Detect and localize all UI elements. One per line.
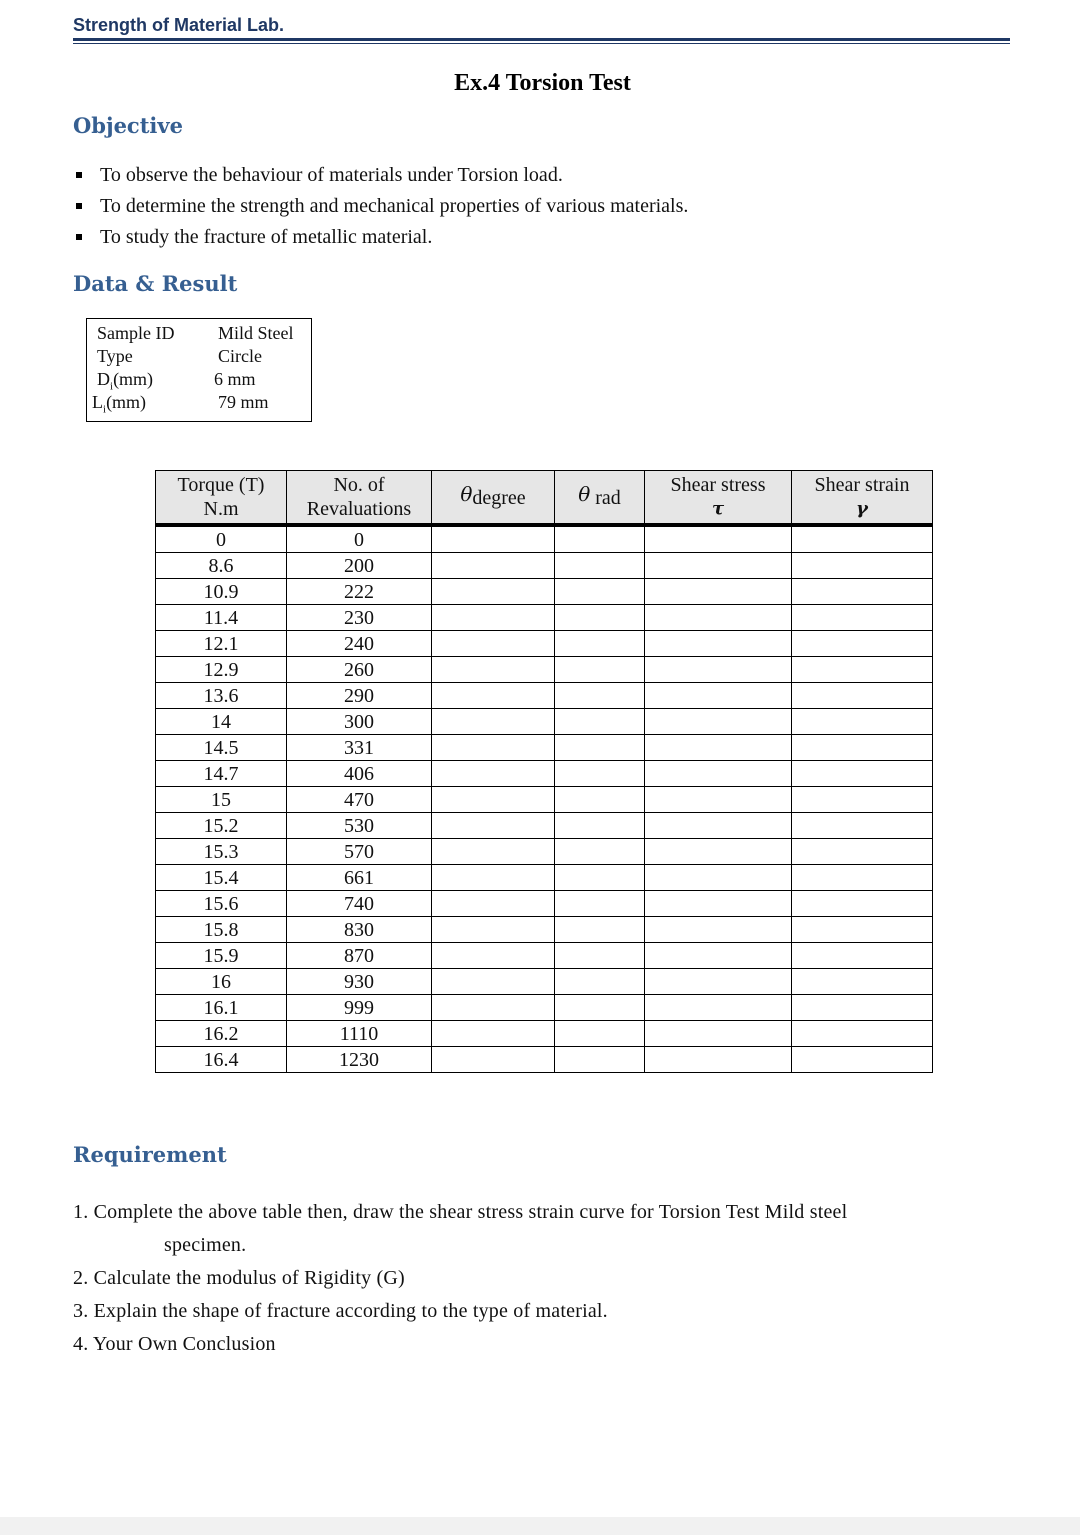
sample-info-box (86, 318, 312, 422)
theta-degree-cell (432, 865, 555, 891)
revolutions-cell: 740 (287, 891, 432, 917)
theta-degree-cell (432, 917, 555, 943)
shear-stress-cell (645, 579, 792, 605)
shear-stress-cell (645, 995, 792, 1021)
theta-rad-cell (555, 631, 645, 657)
page-header-title: Strength of Material Lab. (73, 15, 285, 35)
header-shear-stress: Shear stress τ (645, 471, 792, 526)
shear-stress-cell (645, 1021, 792, 1047)
theta-degree-cell (432, 579, 555, 605)
shear-strain-cell (792, 813, 933, 839)
theta-degree-cell (432, 761, 555, 787)
diameter-value: 6 mm (214, 369, 256, 389)
shear-stress-cell (645, 787, 792, 813)
table-row (156, 525, 933, 553)
shear-stress-cell (645, 553, 792, 579)
shear-stress-cell (645, 969, 792, 995)
theta-degree-cell (432, 969, 555, 995)
table-row (156, 735, 933, 761)
shear-strain-cell (792, 683, 933, 709)
table-row (156, 761, 933, 787)
objective-heading: Objective (73, 113, 183, 138)
revolutions-cell: 470 (287, 787, 432, 813)
diameter-label: $D_i(mm)$ (97, 369, 154, 393)
revolutions-cell: 406 (287, 761, 432, 787)
type-value: Circle (218, 346, 262, 366)
torque-cell: 8.6 (156, 553, 287, 579)
header-theta-rad: θ rad (555, 471, 645, 526)
table-row (156, 839, 933, 865)
table-row (156, 995, 933, 1021)
shear-stress-cell (645, 605, 792, 631)
header-rule (73, 38, 1010, 41)
torque-cell: 16.1 (156, 995, 287, 1021)
revolutions-cell: 830 (287, 917, 432, 943)
document-title: Ex.4 Torsion Test (454, 70, 631, 96)
revolutions-cell: 1230 (287, 1047, 432, 1073)
torque-cell: 15.9 (156, 943, 287, 969)
revolutions-cell: 530 (287, 813, 432, 839)
revolutions-cell: 570 (287, 839, 432, 865)
revolutions-cell: 930 (287, 969, 432, 995)
shear-stress-cell (645, 1047, 792, 1073)
table-row (156, 579, 933, 605)
shear-strain-cell (792, 995, 933, 1021)
theta-degree-cell (432, 1047, 555, 1073)
sample-id-value: Mild Steel (218, 323, 294, 343)
shear-strain-cell (792, 943, 933, 969)
shear-strain-cell (792, 525, 933, 553)
requirement-item-continuation: specimen. (164, 1234, 247, 1256)
shear-strain-cell (792, 969, 933, 995)
header-revolutions: No. of Revaluations (287, 471, 432, 526)
shear-strain-cell (792, 631, 933, 657)
table-row (156, 917, 933, 943)
revolutions-cell: 999 (287, 995, 432, 1021)
requirement-item: 2. Calculate the modulus of Rigidity (G) (73, 1267, 405, 1289)
shear-stress-cell (645, 735, 792, 761)
length-value: 79 mm (218, 392, 269, 412)
torque-cell: 15.6 (156, 891, 287, 917)
table-row (156, 683, 933, 709)
theta-rad-cell (555, 657, 645, 683)
header-rule-thin (73, 43, 1010, 44)
torque-cell: 15.8 (156, 917, 287, 943)
objective-item: To study the fracture of metallic material. (73, 223, 688, 254)
table-row (156, 787, 933, 813)
theta-rad-cell (555, 917, 645, 943)
theta-rad-cell (555, 839, 645, 865)
theta-rad-cell (555, 605, 645, 631)
page-bottom-band (0, 1517, 1080, 1535)
table-row (156, 969, 933, 995)
theta-rad-cell (555, 579, 645, 605)
torque-cell: 16 (156, 969, 287, 995)
header-shear-strain: Shear strain γ (792, 471, 933, 526)
theta-rad-cell (555, 683, 645, 709)
theta-degree-cell (432, 995, 555, 1021)
theta-rad-cell (555, 1047, 645, 1073)
torque-cell: 13.6 (156, 683, 287, 709)
shear-strain-cell (792, 553, 933, 579)
requirement-item: 4. Your Own Conclusion (73, 1333, 276, 1355)
table-row (156, 1021, 933, 1047)
theta-rad-cell (555, 969, 645, 995)
theta-rad-cell (555, 865, 645, 891)
torque-cell: 12.9 (156, 657, 287, 683)
shear-strain-cell (792, 579, 933, 605)
shear-strain-cell (792, 1047, 933, 1073)
shear-stress-cell (645, 709, 792, 735)
table-row (156, 657, 933, 683)
theta-degree-cell (432, 943, 555, 969)
theta-degree-cell (432, 839, 555, 865)
theta-degree-cell (432, 525, 555, 553)
header-torque: Torque (T) N.m (156, 471, 287, 526)
requirement-heading: Requirement (73, 1142, 227, 1167)
revolutions-cell: 240 (287, 631, 432, 657)
torque-cell: 15.3 (156, 839, 287, 865)
revolutions-cell: 260 (287, 657, 432, 683)
table-row (156, 553, 933, 579)
shear-strain-cell (792, 605, 933, 631)
torsion-data-table (155, 470, 933, 1073)
revolutions-cell: 0 (287, 525, 432, 553)
shear-stress-cell (645, 865, 792, 891)
theta-rad-cell (555, 891, 645, 917)
shear-stress-cell (645, 525, 792, 553)
shear-strain-cell (792, 657, 933, 683)
torque-cell: 15 (156, 787, 287, 813)
theta-degree-cell (432, 709, 555, 735)
torque-cell: 14 (156, 709, 287, 735)
objective-list (73, 161, 688, 254)
table-row (156, 709, 933, 735)
revolutions-cell: 222 (287, 579, 432, 605)
revolutions-cell: 331 (287, 735, 432, 761)
requirement-item: 3. Explain the shape of fracture according to the type of material. (73, 1300, 608, 1322)
revolutions-cell: 230 (287, 605, 432, 631)
table-row (156, 631, 933, 657)
torque-cell: 16.4 (156, 1047, 287, 1073)
theta-degree-cell (432, 605, 555, 631)
shear-strain-cell (792, 891, 933, 917)
shear-strain-cell (792, 865, 933, 891)
length-label: $L_i(mm)$ (92, 392, 147, 416)
requirement-item: 1. Complete the above table then, draw the shear stress strain curve for Torsion Test Mild steel (73, 1201, 848, 1223)
theta-rad-cell (555, 761, 645, 787)
theta-rad-cell (555, 735, 645, 761)
torque-cell: 12.1 (156, 631, 287, 657)
table-row (156, 865, 933, 891)
torque-cell: 11.4 (156, 605, 287, 631)
shear-strain-cell (792, 735, 933, 761)
objective-item: To determine the strength and mechanical properties of various materials. (73, 192, 688, 223)
torque-cell: 14.5 (156, 735, 287, 761)
shear-strain-cell (792, 1021, 933, 1047)
shear-strain-cell (792, 709, 933, 735)
shear-stress-cell (645, 657, 792, 683)
shear-stress-cell (645, 891, 792, 917)
theta-degree-cell (432, 553, 555, 579)
table-row (156, 943, 933, 969)
table-header-row (156, 471, 933, 526)
torque-cell: 16.2 (156, 1021, 287, 1047)
shear-strain-cell (792, 917, 933, 943)
theta-rad-cell (555, 995, 645, 1021)
sample-id-label: Sample ID (97, 323, 175, 343)
header-theta-degree: θdegree (432, 471, 555, 526)
theta-degree-cell (432, 891, 555, 917)
torque-cell: 14.7 (156, 761, 287, 787)
theta-degree-cell (432, 657, 555, 683)
table-row (156, 891, 933, 917)
theta-degree-cell (432, 735, 555, 761)
revolutions-cell: 870 (287, 943, 432, 969)
theta-rad-cell (555, 787, 645, 813)
data-result-heading: Data & Result (73, 271, 238, 296)
theta-rad-cell (555, 943, 645, 969)
requirement-list (73, 1196, 973, 1361)
shear-stress-cell (645, 761, 792, 787)
table-row (156, 1047, 933, 1073)
theta-rad-cell (555, 553, 645, 579)
shear-stress-cell (645, 943, 792, 969)
revolutions-cell: 1110 (287, 1021, 432, 1047)
revolutions-cell: 200 (287, 553, 432, 579)
torque-cell: 10.9 (156, 579, 287, 605)
torque-cell: 15.4 (156, 865, 287, 891)
theta-degree-cell (432, 787, 555, 813)
shear-strain-cell (792, 761, 933, 787)
type-label: Type (97, 346, 133, 366)
theta-rad-cell (555, 525, 645, 553)
theta-degree-cell (432, 813, 555, 839)
shear-stress-cell (645, 917, 792, 943)
theta-rad-cell (555, 813, 645, 839)
shear-stress-cell (645, 631, 792, 657)
shear-strain-cell (792, 787, 933, 813)
theta-degree-cell (432, 683, 555, 709)
shear-stress-cell (645, 683, 792, 709)
torque-cell: 15.2 (156, 813, 287, 839)
table-row (156, 813, 933, 839)
revolutions-cell: 290 (287, 683, 432, 709)
shear-stress-cell (645, 839, 792, 865)
table-row (156, 605, 933, 631)
theta-rad-cell (555, 709, 645, 735)
revolutions-cell: 661 (287, 865, 432, 891)
theta-degree-cell (432, 1021, 555, 1047)
objective-item: To observe the behaviour of materials under Torsion load. (73, 161, 688, 192)
theta-rad-cell (555, 1021, 645, 1047)
shear-strain-cell (792, 839, 933, 865)
shear-stress-cell (645, 813, 792, 839)
torque-cell: 0 (156, 525, 287, 553)
revolutions-cell: 300 (287, 709, 432, 735)
theta-degree-cell (432, 631, 555, 657)
